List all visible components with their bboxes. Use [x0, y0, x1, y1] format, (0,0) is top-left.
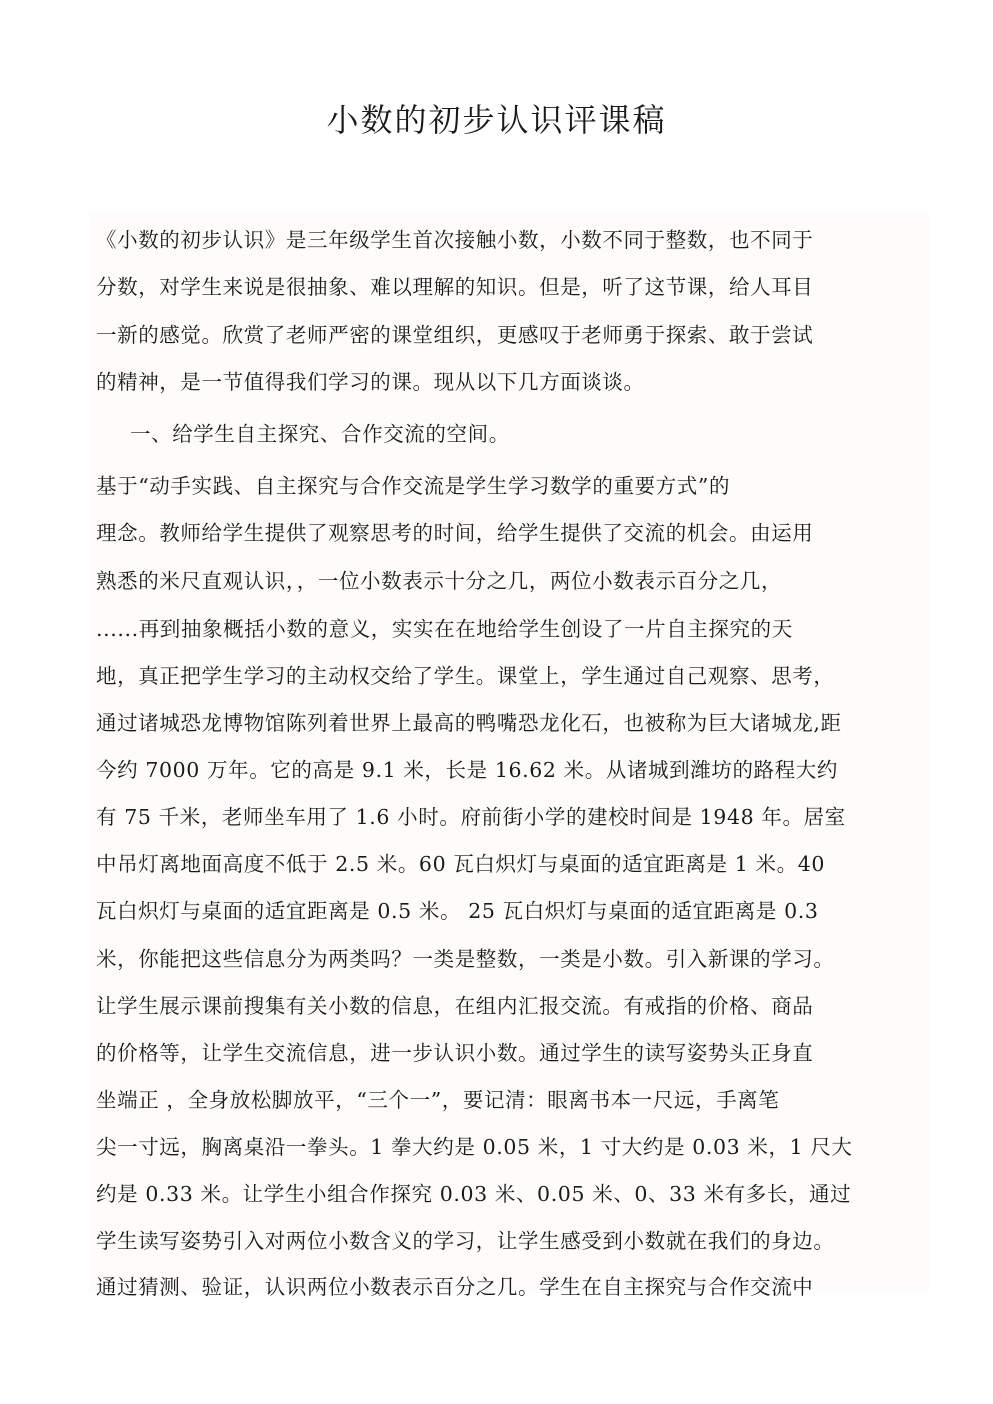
paragraph-line: 通过猜测、验证，认识两位小数表示百分之几。学生在自主探究与合作交流中 [96, 1275, 814, 1299]
document-title: 小数的初步认识评课稿 [326, 101, 667, 139]
paragraph-line: 的价格等，让学生交流信息，进一步认识小数。通过学生的读写姿势头正身直 [96, 1041, 814, 1065]
paragraph-line: 中吊灯离地面高度不低于 2.5 米。60 瓦白炽灯与桌面的适宜距离是 1 米。40 [96, 852, 825, 876]
section-heading: 一、给学生自主探究、合作交流的空间。 [130, 422, 510, 446]
paragraph-line: 通过诸城恐龙博物馆陈列着世界上最高的鸭嘴恐龙化石，也被称为巨大诸城龙,距 [96, 711, 842, 735]
paragraph-line: 让学生展示课前搜集有关小数的信息，在组内汇报交流。有戒指的价格、商品 [96, 994, 814, 1018]
paragraph-line: 今约 7000 万年。它的高是 9.1 米，长是 16.62 米。从诸城到潍坊的路程大约 [96, 758, 838, 782]
paragraph-line: 有 75 千米，老师坐车用了 1.6 小时。府前街小学的建校时间是 1948 年。居室 [96, 805, 846, 829]
paragraph-line: 尖一寸远，胸离桌沿一拳头。1 拳大约是 0.05 米，1 寸大约是 0.03 米，1 尺大 [96, 1135, 853, 1159]
paragraph-line: 约是 0.33 米。让学生小组合作探究 0.03 米、0.05 米、0、33 米有多长，通过 [96, 1182, 852, 1206]
paragraph-line: 基于“动手实践、自主探究与合作交流是学生学习数学的重要方式”的 [96, 474, 731, 498]
paragraph-line: 学生读写姿势引入对两位小数含义的学习，让学生感受到小数就在我们的身边。 [96, 1229, 835, 1253]
paragraph-line: 米，你能把这些信息分为两类吗？一类是整数，一类是小数。引入新课的学习。 [96, 947, 835, 971]
paragraph-line: 坐端正 ，全身放松脚放平，“三个一”，要记清：眼离书本一尺远，手离笔 [96, 1088, 780, 1112]
paragraph-line: 一新的感觉。欣赏了老师严密的课堂组织，更感叹于老师勇于探索、敢于尝试 [96, 323, 814, 347]
paragraph-line: 地，真正把学生学习的主动权交给了学生。课堂上，学生通过自己观察、思考， [96, 664, 835, 688]
paragraph-line: 熟悉的米尺直观认识，，一位小数表示十分之几，两位小数表示百分之几， [96, 569, 783, 593]
paragraph-line: ......再到抽象概括小数的意义，实实在在地给学生创设了一片自主探究的天 [96, 617, 793, 641]
paragraph-line: 《小数的初步认识》是三年级学生首次接触小数，小数不同于整数，也不同于 [96, 228, 814, 252]
paragraph-line: 瓦白炽灯与桌面的适宜距离是 0.5 米。 25 瓦白炽灯与桌面的适宜距离是 0.3 [96, 899, 819, 923]
paragraph-line: 分数，对学生来说是很抽象、难以理解的知识。但是，听了这节课，给人耳目 [96, 275, 814, 299]
paragraph-line: 理念。教师给学生提供了观察思考的时间，给学生提供了交流的机会。由运用 [96, 521, 814, 545]
paragraph-line: 的精神，是一节值得我们学习的课。现从以下几方面谈谈。 [96, 370, 645, 394]
